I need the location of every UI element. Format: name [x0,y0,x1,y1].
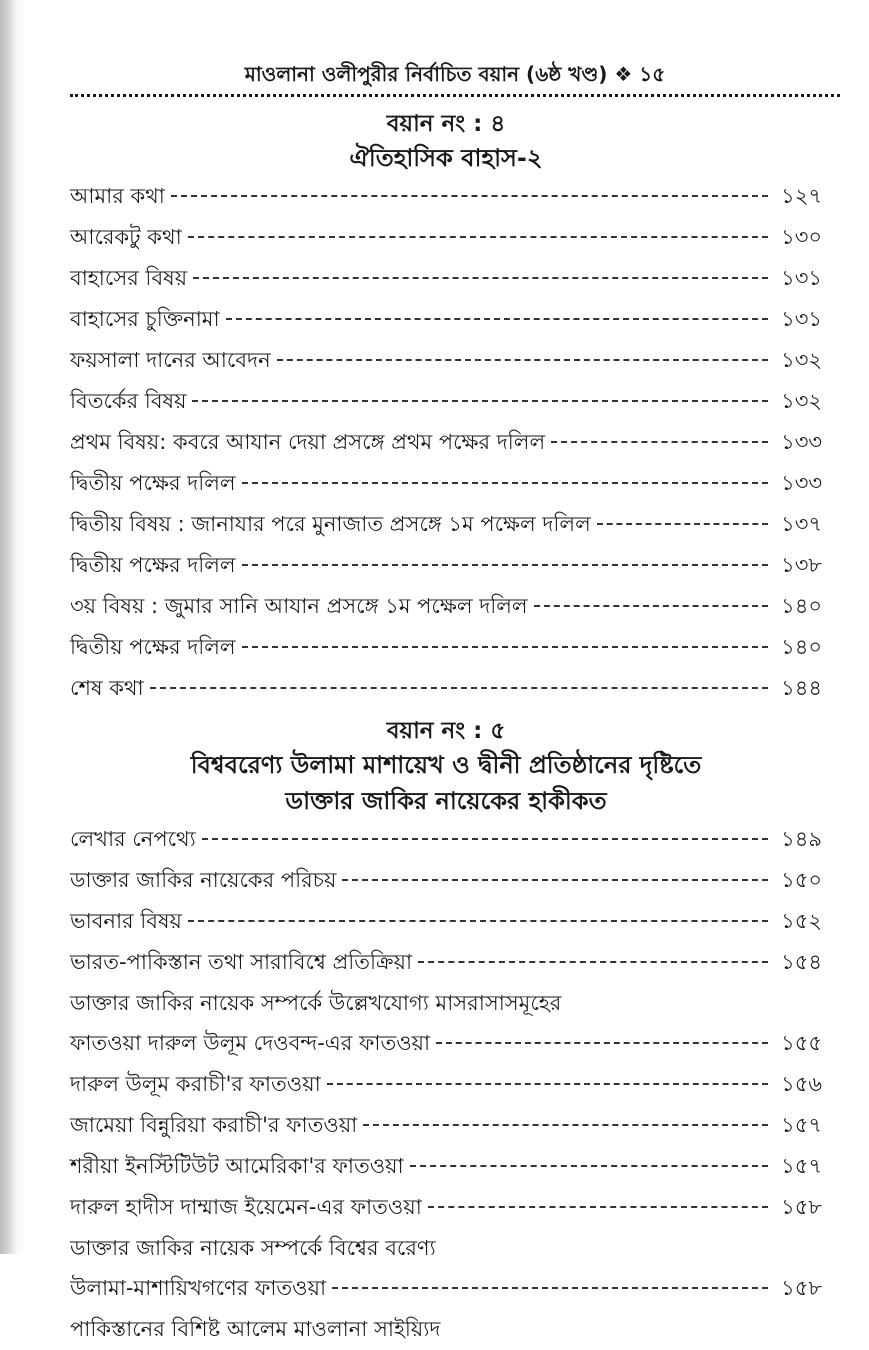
dash-leader [188,236,768,238]
toc-entry[interactable] [70,942,822,983]
toc-entry[interactable] [70,860,822,901]
toc-entry[interactable] [70,1064,822,1105]
entry-page: ১৪৯ [781,827,822,851]
dash-leader [332,1287,768,1289]
toc-entry[interactable] [70,819,822,860]
toc-entry[interactable] [70,463,822,504]
dash-leader [277,359,768,361]
binding-shadow [0,0,16,1254]
toc-entry[interactable] [70,217,822,258]
entry-page: ১৫৮ [781,1276,822,1300]
toc-entry[interactable] [70,901,822,942]
section-4-heading: বয়ান নং : ৪ [386,111,506,137]
dash-leader [534,605,768,607]
entry-title: ফয়সালা দানের আবেদন [70,348,271,372]
toc-entry[interactable] [70,627,822,668]
dash-leader [188,920,768,922]
toc-entry-continued[interactable] [70,983,822,1023]
dash-leader [428,1206,768,1208]
entry-title: শরীয়া ইনস্টিটিউট আমেরিকা'র ফাতওয়া [70,1154,404,1178]
section-5-title-line-2: ডাক্তার জাকির নায়েকের হাকীকত [285,787,607,815]
dash-leader [242,564,768,566]
entry-title: বাহাসের বিষয় [70,266,188,290]
dash-leader [242,646,768,648]
dash-leader [363,1124,768,1126]
entry-title: দ্বিতীয় পক্ষের দলিল [70,635,236,659]
toc-entry[interactable] [70,176,822,217]
entry-title: দ্বিতীয় বিষয় : জানাযার পরে মুনাজাত প্রসঙ্গে ১ম পক্ষেল দলিল [70,512,591,536]
entry-page: ১৩৭ [781,512,822,536]
entry-title: ডাক্তার জাকির নায়েক সম্পর্কে বিশ্বের বরেণ্য [70,1236,436,1260]
entry-page: ১৫৬ [781,1072,822,1096]
dash-leader [418,961,768,963]
entry-title: ডাক্তার জাকির নায়েক সম্পর্কে উল্লেখযোগ্য মাসরাসাসমূহের [70,991,562,1015]
entry-page: ১৩৮ [781,553,822,577]
dash-leader [342,879,768,881]
entry-page: ১৫২ [781,909,822,933]
section-5-entry-list [70,819,822,1349]
toc-entry[interactable] [70,299,822,340]
dash-leader [226,318,768,320]
entry-title: আমার কথা [70,184,165,208]
entry-title: বাহাসের চুক্তিনামা [70,307,220,331]
entry-title: লেখার নেপথ্যে [70,827,196,851]
dash-leader [551,441,768,443]
entry-title: ফাতওয়া দারুল উলূম দেওবন্দ-এর ফাতওয়া [70,1031,431,1055]
entry-page: ১৩১ [781,266,822,290]
section-5-title-line-1: বিশ্ববরেণ্য উলামা মাশায়েখ ও দ্বীনী প্রতিষ্ঠানের দৃষ্টিতে [190,751,702,779]
toc-entry[interactable] [70,545,822,586]
entry-page: ১৩০ [781,225,822,249]
entry-page: ১৫৮ [781,1195,822,1219]
entry-title: দারুল হাদীস দাম্মাজ ইয়েমেন-এর ফাতওয়া [70,1195,422,1219]
dash-leader [193,277,768,279]
section-5-heading: বয়ান নং : ৫ [386,718,506,744]
entry-page: ১৫৭ [781,1113,822,1137]
dash-leader [436,1042,768,1044]
entry-page: ১৩৩ [781,471,822,495]
entry-title: প্রথম বিষয়: কবরে আযান দেয়া প্রসঙ্গে প্রথম পক্ষের দলিল [70,430,546,454]
toc-entry[interactable] [70,1146,822,1187]
section-4-entry-list [70,176,822,709]
entry-title: শেষ কথা [70,676,144,700]
toc-entry[interactable] [70,1268,822,1309]
entry-title: ডাক্তার জাকির নায়েকের পরিচয় [70,868,337,892]
entry-page: ১৫৫ [781,1031,822,1055]
toc-entry[interactable] [70,504,822,545]
entry-title: ভারত-পাকিস্তান তথা সারাবিশ্বে প্রতিক্রিয়া [70,950,413,974]
entry-title: দ্বিতীয় পক্ষের দলিল [70,471,236,495]
toc-entry[interactable] [70,258,822,299]
entry-page: ১৪৪ [781,676,822,700]
running-header: মাওলানা ওলীপুরীর নির্বাচিত বয়ান (৬ষ্ঠ খণ্ড) ❖ ১৫ [244,62,666,86]
toc-entry[interactable] [70,381,822,422]
entry-page: ১৫০ [781,868,822,892]
entry-title: ভাবনার বিষয় [70,909,182,933]
entry-title: পাকিস্তানের বিশিষ্ট আলেম মাওলানা সাইয়্যিদ [70,1317,441,1341]
toc-entry[interactable] [70,586,822,627]
entry-title: ৩য় বিষয় : জুমার সানি আযান প্রসঙ্গে ১ম পক্ষেল দলিল [70,594,528,618]
toc-entry-continued[interactable] [70,1309,822,1349]
entry-page: ১৫৭ [781,1154,822,1178]
header-dotted-rule [70,94,840,97]
entry-title: বিতর্কের বিষয় [70,389,187,413]
entry-page: ১৪০ [781,594,822,618]
entry-title: দারুল উলূম করাচী'র ফাতওয়া [70,1072,321,1096]
dash-leader [150,687,768,689]
dash-leader [171,195,768,197]
entry-page: ১৩২ [781,348,822,372]
dash-leader [242,482,768,484]
toc-entry[interactable] [70,668,822,709]
toc-entry[interactable] [70,1187,822,1228]
entry-page: ১৪০ [781,635,822,659]
toc-entry[interactable] [70,1023,822,1064]
entry-page: ১২৭ [781,184,822,208]
entry-title: দ্বিতীয় পক্ষের দলিল [70,553,236,577]
dash-leader [202,838,768,840]
toc-entry[interactable] [70,422,822,463]
entry-title: আরেকটু কথা [70,225,182,249]
dash-leader [192,400,768,402]
entry-page: ১৩১ [781,307,822,331]
section-4-title: ঐতিহাসিক বাহাস-২ [349,144,543,172]
dash-leader [597,523,768,525]
entry-title: জামেয়া বিন্নুরিয়া করাচী'র ফাতওয়া [70,1113,358,1137]
entry-page: ১৩২ [781,389,822,413]
toc-entry[interactable] [70,340,822,381]
table-of-contents [70,108,822,1349]
entry-page: ১৫৪ [781,950,822,974]
dash-leader [410,1165,768,1167]
dash-leader [327,1083,768,1085]
toc-entry[interactable] [70,1105,822,1146]
entry-page: ১৩৩ [781,430,822,454]
toc-entry-continued[interactable] [70,1228,822,1268]
entry-title: উলামা-মাশায়িখগণের ফাতওয়া [70,1276,327,1300]
